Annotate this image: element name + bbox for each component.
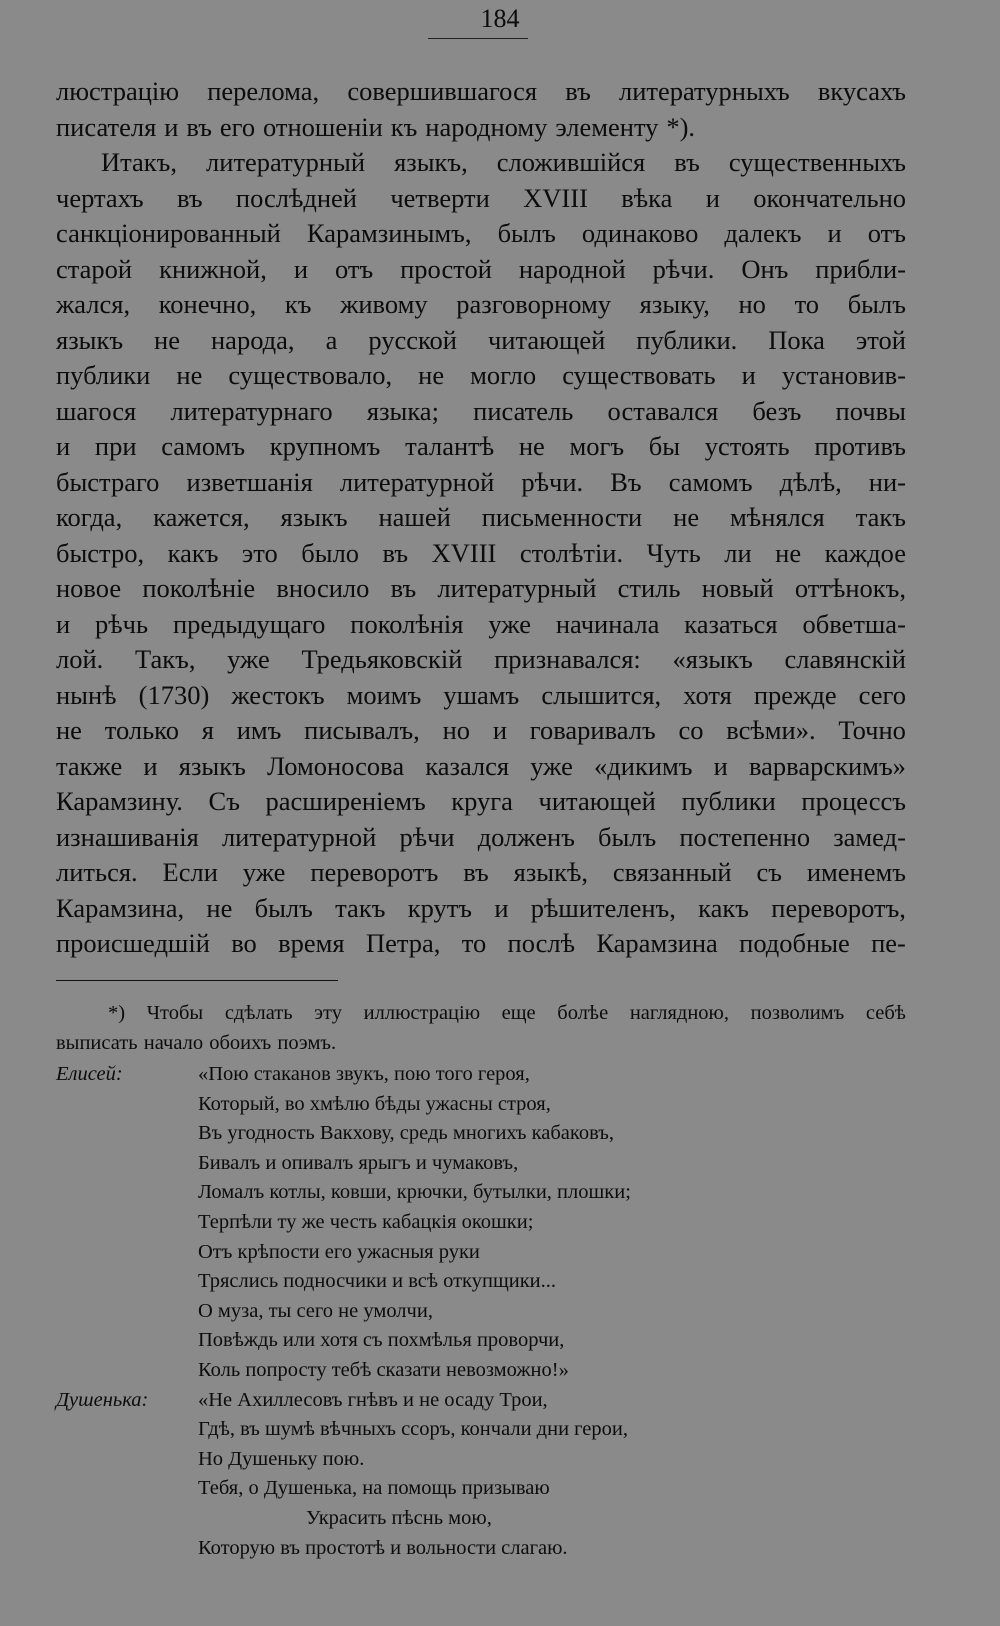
word: позволимъ [750, 1002, 845, 1024]
word: во [231, 928, 257, 958]
word: Тредьяковскій [301, 644, 463, 674]
word: къ [284, 289, 312, 319]
word: процессъ [801, 786, 906, 816]
word: Карамзина [596, 928, 718, 958]
text-line [56, 891, 906, 927]
word: послѣ [507, 928, 576, 958]
text-line [56, 287, 906, 323]
footnote-rule [56, 980, 338, 981]
word: рѣчи. [521, 466, 584, 497]
word: отъ [867, 218, 906, 248]
word: *). [666, 111, 696, 142]
text-line [56, 429, 906, 465]
word: быстраго [56, 466, 160, 497]
word: публики [681, 786, 776, 816]
word: народному [425, 111, 548, 142]
word: выписать [56, 1032, 138, 1054]
word: когда, [56, 502, 123, 532]
footnote-intro [56, 998, 906, 1058]
word: казаться [684, 608, 778, 639]
word: именемъ [806, 857, 906, 887]
word: и [164, 111, 179, 142]
word: вкусахъ [817, 76, 906, 106]
word: языкъ [280, 502, 348, 532]
word: начинала [555, 608, 660, 639]
text-line [56, 110, 906, 146]
word: этой [855, 324, 906, 355]
word: установив- [781, 360, 906, 390]
word: литературный [206, 147, 366, 177]
word: каждое [824, 537, 906, 568]
word: чертахъ [56, 182, 144, 213]
word: и [713, 750, 728, 781]
word: слышится, [541, 679, 662, 710]
text-line [56, 323, 906, 359]
text-line [56, 678, 906, 714]
word: отношеніи [263, 111, 383, 142]
text-line [56, 145, 906, 181]
word: пе- [871, 928, 906, 958]
word: Въ [610, 466, 642, 497]
word: бы [648, 431, 681, 461]
word: сего [858, 679, 906, 710]
word: писатель [473, 395, 574, 426]
word: народной [518, 253, 626, 284]
word: писателя [56, 111, 157, 142]
poem-line: Терпѣли ту же честь кабацкія окошки; [198, 1211, 534, 1233]
word: такъ [335, 892, 386, 923]
word: литься. [56, 857, 138, 887]
word: моимъ [346, 679, 422, 710]
poem-line: Которую въ простотѣ и вольности слагаю. [198, 1536, 568, 1559]
text-line [56, 394, 906, 430]
word: элементу [555, 111, 659, 142]
footnote-line [56, 1028, 906, 1058]
word: въ [463, 857, 489, 887]
word: далекъ [724, 218, 802, 248]
word: и [741, 360, 756, 390]
word: не [56, 715, 82, 745]
word: совершившагося [347, 76, 538, 106]
word: въ [674, 147, 700, 177]
word: сложившійся [496, 147, 646, 177]
text-line [56, 358, 906, 394]
word: литературнаго [170, 395, 333, 426]
word: и [492, 715, 507, 745]
word: не [518, 431, 545, 461]
word: былъ [598, 821, 657, 852]
word: языкъ [56, 324, 124, 355]
word: и [494, 892, 509, 923]
text-line [56, 820, 906, 856]
word: и [56, 431, 71, 461]
word: къ [390, 111, 418, 142]
word: эту [314, 1002, 342, 1024]
word: старой [56, 253, 133, 284]
word: не [154, 324, 180, 355]
word: поэмъ. [277, 1032, 337, 1054]
word: Карамзину. [56, 786, 183, 816]
word: Съ [208, 786, 240, 816]
word: Карамзинымъ, [306, 218, 472, 248]
word: изветшанія [186, 466, 313, 497]
word: Пока [768, 324, 825, 355]
word: я [201, 715, 214, 745]
poem-line: Коль попросту тебѣ сказати невозможно!» [198, 1359, 569, 1381]
main-text [56, 74, 906, 962]
word: письменности [481, 502, 643, 532]
word: то [461, 928, 487, 958]
word: всѣми». [726, 715, 816, 745]
word: талантѣ [405, 431, 495, 461]
word: оттѣнокъ, [794, 573, 906, 603]
word: стиль [617, 573, 681, 603]
word: переворотъ, [771, 892, 906, 923]
word: имъ [236, 715, 282, 745]
word: публики [56, 360, 151, 390]
word: конечно, [158, 289, 257, 319]
word: рѣчь [95, 608, 149, 639]
text-line [56, 216, 906, 252]
word: переворотъ [310, 857, 439, 887]
word: его [219, 111, 256, 142]
word: нынѣ [56, 679, 117, 710]
word: устоять [704, 431, 790, 461]
word: обветша- [802, 608, 906, 639]
word: сдѣлать [224, 1002, 293, 1024]
word: мѣнялся [730, 502, 825, 532]
word: и [705, 182, 720, 213]
word: оставался [607, 395, 719, 426]
word: кажется, [153, 502, 250, 532]
word: то [794, 289, 820, 319]
word: нашей [378, 502, 451, 532]
word: былъ [847, 289, 906, 319]
text-line [56, 784, 906, 820]
word: было [301, 537, 360, 568]
word: четверти [390, 182, 490, 213]
word: наглядною, [629, 1002, 729, 1024]
page-number: 184 [480, 4, 520, 33]
text-line [56, 855, 906, 891]
word: уже [227, 644, 270, 674]
word: говаривалъ [529, 715, 656, 745]
word: только [104, 715, 179, 745]
poem-line: Тряслись подносчики и всѣ откупщики... [198, 1270, 557, 1293]
word: самомъ [161, 431, 246, 461]
poem-line: Отъ крѣпости его ужасныя руки [198, 1240, 480, 1263]
word: языку, [639, 289, 710, 319]
poem-line: Украсить пѣснь мою, [306, 1507, 492, 1529]
word: литературный [437, 573, 597, 603]
poem-line: Въ угодность Вакхову, средь многихъ кабаковъ, [198, 1122, 614, 1145]
text-line [56, 465, 906, 501]
text-line [56, 181, 906, 217]
word: языкѣ, [513, 857, 588, 887]
text-line [56, 713, 906, 749]
poem-line: Но Душеньку пою. [198, 1447, 365, 1470]
word: крупномъ [269, 431, 381, 461]
word: Итакъ, [101, 147, 178, 177]
word: писывалъ, [304, 715, 420, 745]
text-line [56, 926, 906, 962]
word: связанный [612, 857, 732, 887]
word: Петра, [365, 928, 441, 958]
text-line [56, 749, 906, 785]
word: Такъ, [134, 644, 196, 674]
text-line [56, 536, 906, 572]
word: *) [108, 1002, 126, 1024]
word: уже [242, 857, 286, 887]
word: новое [56, 573, 122, 603]
word: дѣлѣ, [779, 466, 842, 497]
word: существовать [562, 360, 716, 390]
word: и [827, 218, 842, 248]
word: еще [501, 1002, 536, 1024]
word: перелома, [207, 76, 320, 106]
word: изнашиванія [56, 821, 199, 852]
word: Точно [838, 715, 906, 745]
word: живому [340, 289, 428, 319]
word: славянскій [784, 644, 906, 674]
word: былъ [497, 218, 556, 248]
text-line [56, 571, 906, 607]
word: лой. [56, 644, 104, 674]
word: читающей [538, 786, 656, 816]
word: не [176, 360, 203, 390]
word: «языкъ [672, 644, 753, 674]
word: самомъ [668, 466, 753, 497]
word: хотя [683, 679, 732, 710]
word: рѣчи. [652, 253, 715, 284]
word: уже [530, 750, 573, 781]
word: Карамзина, [56, 892, 185, 923]
word: также [56, 750, 123, 781]
word: Если [162, 857, 218, 887]
word: прибли- [815, 253, 906, 284]
word: языкъ [178, 750, 246, 781]
word: какъ [167, 537, 219, 568]
word: себѣ [865, 1002, 906, 1024]
word: не [206, 892, 233, 923]
word: съ [756, 857, 782, 887]
word: рѣчи [399, 821, 455, 852]
word: Ломоносова [266, 750, 405, 781]
word: долженъ [477, 821, 575, 852]
word: XVIII [523, 182, 588, 213]
word: шагося [56, 395, 137, 426]
word: круга [451, 786, 513, 816]
word: вносило [276, 573, 370, 603]
word: это [241, 537, 278, 568]
word: признавался: [494, 644, 641, 674]
word: литературныхъ [618, 76, 790, 106]
word: ни- [868, 466, 906, 497]
word: ли [724, 537, 752, 568]
word: «дикимъ [594, 750, 693, 781]
word: казался [425, 750, 510, 781]
poem-line: «Пою стаканов звукъ, пою того героя, [198, 1063, 530, 1085]
word: въ [186, 111, 212, 142]
poem-line: Тебя, о Душенька, на помощь призываю [198, 1477, 550, 1500]
word: не [418, 360, 445, 390]
page-number-rule [428, 38, 528, 39]
word: XVIII [431, 537, 497, 568]
word: безъ [752, 395, 802, 426]
poem-line: Который, во хмѣлю бѣды ужасны строя, [198, 1092, 551, 1115]
word: противъ [814, 431, 906, 461]
word: не [775, 537, 802, 568]
word: болѣе [557, 1002, 609, 1024]
word: публики. [636, 324, 738, 355]
footnote-line [56, 998, 906, 1028]
word: время [278, 928, 345, 958]
poem-line: Гдѣ, въ шумѣ вѣчныхъ ссоръ, кончали дни герои, [198, 1418, 628, 1441]
word: Чуть [646, 537, 701, 568]
word: предыдущаго [172, 608, 326, 639]
word: прежде [753, 679, 837, 710]
word: простой [400, 253, 492, 284]
word: столѣтіи. [519, 537, 624, 568]
word: былъ [254, 892, 313, 923]
word: существовало, [228, 360, 393, 390]
word: окончательно [753, 182, 906, 213]
word: и [293, 253, 309, 284]
word: литературной [339, 466, 495, 497]
poem-line: Ломалъ котлы, ковши, крючки, бутылки, плошки; [198, 1181, 631, 1204]
word: новый [701, 573, 774, 603]
word: въ [176, 182, 203, 213]
word: русской [368, 324, 457, 355]
word: какъ [698, 892, 749, 923]
word: а [325, 324, 338, 355]
word: варварскимъ» [749, 750, 906, 781]
word: разговорному [456, 289, 612, 319]
text-line [56, 642, 906, 678]
word: замед- [833, 821, 906, 852]
word: одинаково [581, 218, 699, 248]
word: могъ [569, 431, 625, 461]
word: вѣка [621, 182, 673, 213]
word: жался, [56, 289, 131, 319]
word: поколѣніе [142, 573, 256, 603]
word: отъ [334, 253, 374, 284]
word: поколѣнія [350, 608, 464, 639]
text-line [56, 74, 906, 110]
word: послѣдней [235, 182, 357, 213]
word: подобные [739, 928, 850, 958]
word: въ [565, 76, 591, 106]
word: жестокъ [231, 679, 325, 710]
poem-label: Душенька: [56, 1388, 149, 1411]
word: при [94, 431, 137, 461]
word: люстрацію [56, 76, 180, 106]
word: происшедшій [56, 928, 210, 958]
word: уже [488, 608, 531, 639]
word: (1730) [138, 679, 210, 710]
word: постепенно [679, 821, 811, 852]
poem-line: «Не Ахиллесовъ гнѣвъ и не осаду Трои, [198, 1388, 548, 1411]
word: могло [470, 360, 537, 390]
word: санкціонированный [56, 218, 281, 248]
poem-line: О муза, ты сего не умолчи, [198, 1299, 433, 1322]
word: въ [382, 537, 409, 568]
word: со [678, 715, 704, 745]
word: и [56, 608, 71, 639]
word: и [143, 750, 158, 781]
word: языка; [366, 395, 439, 426]
word: книжной, [159, 253, 267, 284]
word: начало [143, 1032, 204, 1054]
poem-line: Бивалъ и опивалъ ярыгъ и чумаковъ, [198, 1151, 519, 1174]
word: литературной [221, 821, 377, 852]
word: но [442, 715, 471, 745]
word: быстро, [56, 537, 145, 568]
word: иллюстрацію [363, 1002, 481, 1024]
poem-line: Повѣждь или хотя съ похмѣлья проворчи, [198, 1329, 565, 1352]
text-line [56, 500, 906, 536]
word: Онъ [741, 253, 789, 284]
word: расширеніемъ [265, 786, 426, 816]
word: языкъ, [394, 147, 468, 177]
word: въ [390, 573, 417, 603]
word: рѣшителенъ, [530, 892, 676, 923]
word: почвы [835, 395, 906, 426]
word: читающей [487, 324, 606, 355]
word: Чтобы [146, 1002, 204, 1024]
word: существенныхъ [728, 147, 906, 177]
word: но [738, 289, 766, 319]
word: ушамъ [443, 679, 520, 710]
word: такъ [855, 502, 906, 532]
poem-label: Елисей: [56, 1063, 123, 1085]
word: не [673, 502, 700, 532]
word: обоихъ [209, 1032, 272, 1054]
word: крутъ [407, 892, 473, 923]
text-line [56, 252, 906, 288]
word: народа, [211, 324, 295, 355]
text-line [56, 607, 906, 643]
